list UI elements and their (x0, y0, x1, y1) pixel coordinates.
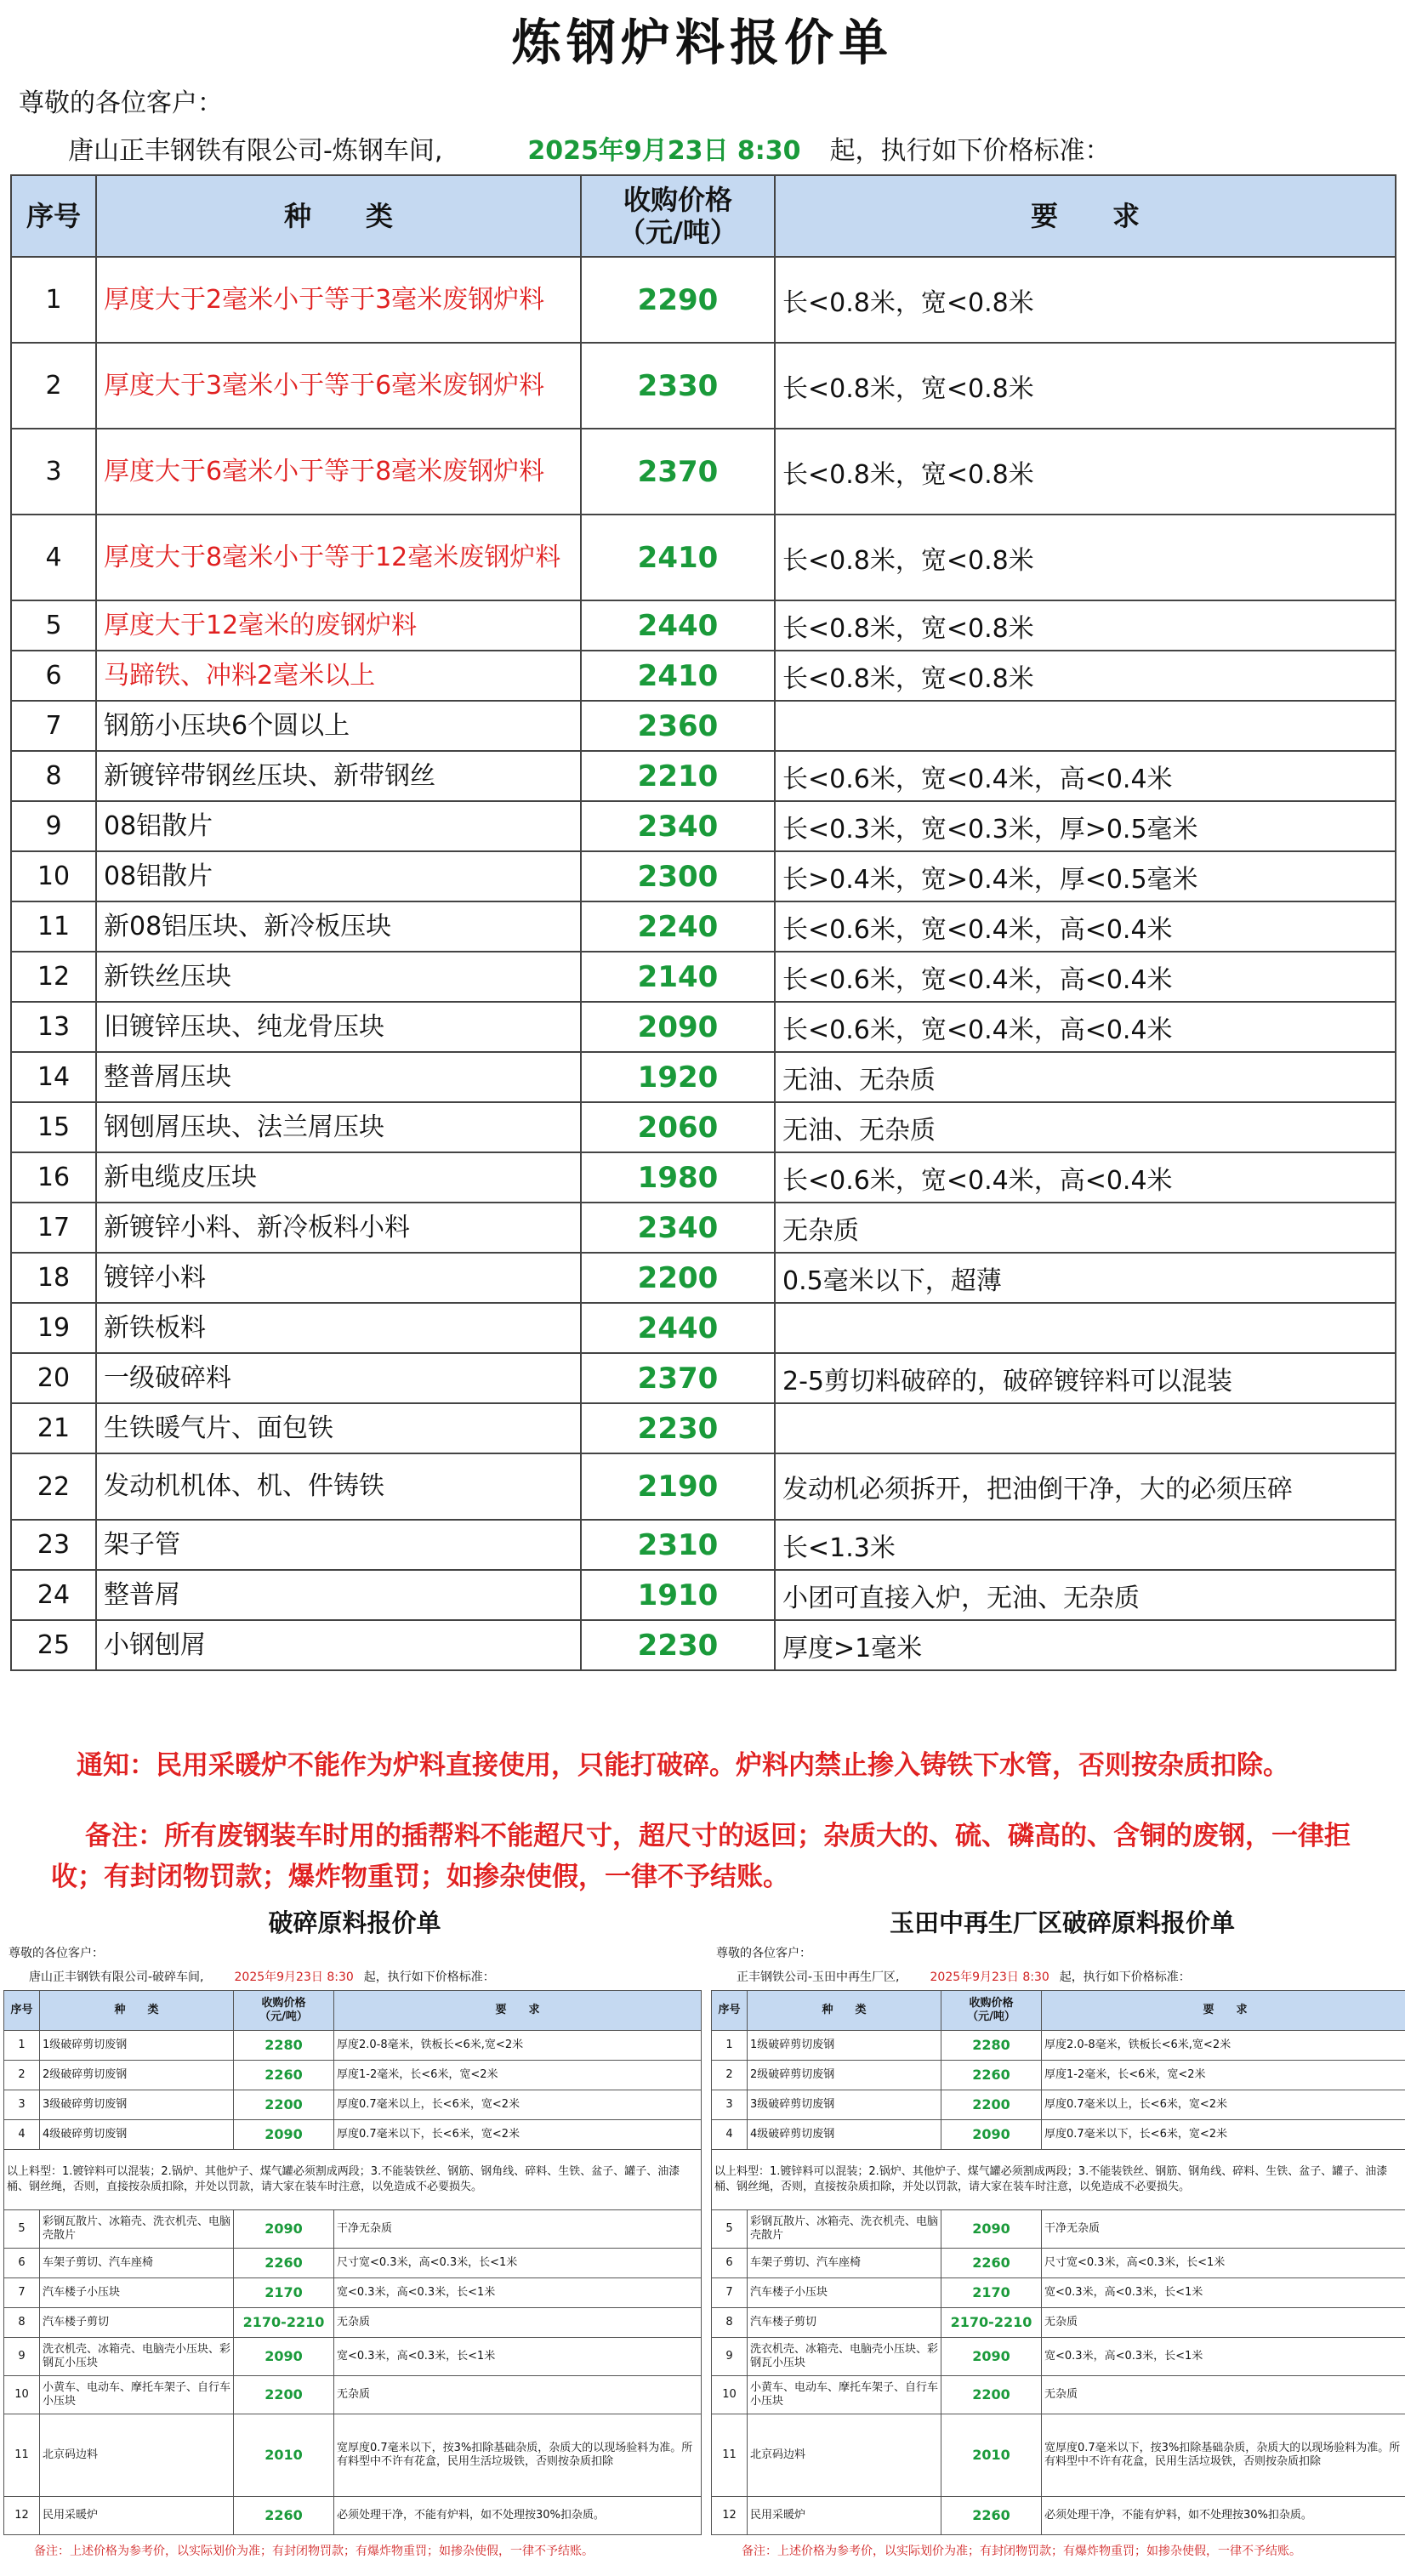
sheet-tail: 起，执行如下价格标准： (363, 1970, 495, 1984)
row-no: 12 (4, 2497, 40, 2535)
table-row (11, 1453, 1396, 1520)
row-no: 10 (4, 2376, 40, 2414)
table-row (11, 1520, 1396, 1570)
table-row (11, 1203, 1396, 1253)
row-price: 2140 (581, 952, 775, 1002)
row-no: 4 (4, 2120, 40, 2150)
row-kind: 3级破碎剪切废钢 (40, 2090, 234, 2120)
row-price: 2290 (581, 257, 775, 343)
table-row (11, 952, 1396, 1002)
row-req: 厚度1-2毫米，长<6米，宽<2米 (334, 2061, 702, 2090)
row-no: 24 (11, 1570, 96, 1620)
row-price: 2310 (581, 1520, 775, 1570)
row-req: 长<0.6米，宽<0.4米，高<0.4米 (775, 952, 1396, 1002)
sheet-header-kind: 种 类 (748, 1991, 941, 2031)
row-req (775, 1403, 1396, 1453)
row-kind: 厚度大于2毫米小于等于3毫米废钢炉料 (96, 257, 581, 343)
row-kind: 新铁板料 (96, 1303, 581, 1353)
table-row (11, 1052, 1396, 1102)
table-row (712, 2090, 1405, 2120)
row-kind: 洗衣机壳、冰箱壳、电脑壳小压块、彩钢瓦小压块 (748, 2338, 941, 2376)
row-price: 2200 (234, 2376, 334, 2414)
table-row (11, 429, 1396, 515)
table-row (11, 1102, 1396, 1152)
row-req: 0.5毫米以下，超薄 (775, 1253, 1396, 1303)
row-price: 2410 (581, 651, 775, 701)
table-row (712, 2278, 1405, 2308)
row-kind: 汽车楼子剪切 (40, 2308, 234, 2338)
sheet-table (711, 1990, 1405, 2535)
row-price: 2090 (941, 2210, 1042, 2249)
row-no: 12 (11, 952, 96, 1002)
row-kind: 厚度大于3毫米小于等于6毫米废钢炉料 (96, 343, 581, 429)
table-row (4, 2031, 702, 2061)
row-kind: 4级破碎剪切废钢 (40, 2120, 234, 2150)
sheet-header-req: 要 求 (334, 1991, 702, 2031)
row-no: 15 (11, 1102, 96, 1152)
row-no: 1 (11, 257, 96, 343)
row-no: 2 (11, 343, 96, 429)
sheet-date: 2025年9月23日 8:30 (930, 1970, 1049, 1984)
row-price: 2170 (941, 2278, 1042, 2308)
row-req: 长<0.8米，宽<0.8米 (775, 651, 1396, 701)
table-row (11, 901, 1396, 952)
row-price: 2370 (581, 429, 775, 515)
row-req: 长>0.4米，宽>0.4米，厚<0.5毫米 (775, 851, 1396, 901)
table-row (4, 2414, 702, 2497)
row-price: 2440 (581, 1303, 775, 1353)
row-price: 2170-2210 (234, 2308, 334, 2338)
row-req: 厚度>1毫米 (775, 1620, 1396, 1670)
table-row (11, 701, 1396, 751)
row-no: 3 (712, 2090, 748, 2120)
row-no: 18 (11, 1253, 96, 1303)
row-req: 厚度2.0-8毫米，铁板长<6米,宽<2米 (334, 2031, 702, 2061)
row-kind: 小黄车、电动车、摩托车架子、自行车小压块 (40, 2376, 234, 2414)
row-kind: 北京码边料 (40, 2414, 234, 2497)
row-req: 长<0.8米，宽<0.8米 (775, 343, 1396, 429)
table-row (4, 2376, 702, 2414)
row-req: 小团可直接入炉，无油、无杂质 (775, 1570, 1396, 1620)
row-no: 8 (712, 2308, 748, 2338)
row-no: 1 (712, 2031, 748, 2061)
row-no: 5 (4, 2210, 40, 2249)
row-no: 6 (4, 2249, 40, 2278)
table-row (11, 343, 1396, 429)
table-row (712, 2497, 1405, 2535)
sheet-date: 2025年9月23日 8:30 (234, 1970, 354, 1984)
row-kind: 08铝散片 (96, 801, 581, 851)
header-kind: 种 类 (96, 175, 581, 257)
row-kind: 整普屑压块 (96, 1052, 581, 1102)
row-price: 2410 (581, 515, 775, 600)
table-row (712, 2376, 1405, 2414)
company-line (68, 129, 1395, 167)
row-no: 7 (4, 2278, 40, 2308)
row-req: 宽<0.3米，高<0.3米，长<1米 (1042, 2338, 1405, 2376)
header-no: 序号 (11, 175, 96, 257)
table-row (11, 651, 1396, 701)
company-name: 唐山正丰钢铁有限公司-炼钢车间, (68, 136, 443, 166)
row-no: 2 (4, 2061, 40, 2090)
row-req (775, 1303, 1396, 1353)
table-row (712, 2120, 1405, 2150)
row-req: 宽<0.3米，高<0.3米，长<1米 (334, 2278, 702, 2308)
row-price: 2170-2210 (941, 2308, 1042, 2338)
table-row (712, 2308, 1405, 2338)
sheet-header-kind: 种 类 (40, 1991, 234, 2031)
sheet-note-row (4, 2150, 702, 2210)
sheet-greeting: 尊敬的各位客户： (716, 1947, 811, 1960)
sheet-tail: 起，执行如下价格标准： (1059, 1970, 1191, 1984)
row-no: 14 (11, 1052, 96, 1102)
sheet-company: 正丰钢铁公司-玉田中再生厂区, (737, 1970, 900, 1984)
row-req: 长<0.8米，宽<0.8米 (775, 257, 1396, 343)
row-kind: 1级破碎剪切废钢 (748, 2031, 941, 2061)
row-kind: 厚度大于8毫米小于等于12毫米废钢炉料 (96, 515, 581, 600)
row-price: 2200 (941, 2376, 1042, 2414)
row-kind: 发动机机体、机、件铸铁 (96, 1453, 581, 1520)
table-row (4, 2497, 702, 2535)
row-req: 无杂质 (334, 2308, 702, 2338)
row-no: 1 (4, 2031, 40, 2061)
row-price: 1910 (581, 1570, 775, 1620)
row-req: 干净无杂质 (334, 2210, 702, 2249)
sheet-header (4, 1991, 702, 2031)
row-price: 2260 (941, 2061, 1042, 2090)
row-kind: 厚度大于6毫米小于等于8毫米废钢炉料 (96, 429, 581, 515)
row-no: 17 (11, 1203, 96, 1253)
row-req: 2-5剪切料破碎的，破碎镀锌料可以混装 (775, 1353, 1396, 1403)
row-no: 4 (11, 515, 96, 600)
table-row (11, 1570, 1396, 1620)
row-req: 无油、无杂质 (775, 1052, 1396, 1102)
row-no: 22 (11, 1453, 96, 1520)
row-kind: 新电缆皮压块 (96, 1152, 581, 1203)
row-no: 5 (712, 2210, 748, 2249)
sheet-company-line (29, 1965, 706, 1990)
notice-text: 通知：民用采暖炉不能作为炉料直接使用，只能打破碎。炉料内禁止掺入铸铁下水管，否则按杂质扣除。 (77, 1750, 1289, 1781)
row-req: 必须处理干净，不能有炉料，如不处理按30%扣杂质。 (1042, 2497, 1405, 2535)
row-req: 宽<0.3米，高<0.3米，长<1米 (1042, 2278, 1405, 2308)
row-kind: 2级破碎剪切废钢 (748, 2061, 941, 2090)
row-no: 11 (11, 901, 96, 952)
row-kind: 1级破碎剪切废钢 (40, 2031, 234, 2061)
sheet-note: 以上料型：1.镀锌料可以混装；2.锅炉、其他炉子、煤气罐必须割成两段；3.不能装铁丝、钢筋、钢角线、碎料、生铁、盆子、罐子、油漆桶、钢丝绳，否则，直接按杂质扣除，并处以罚款，请大家在装车时注意，以免造成不必要损失。 (712, 2150, 1405, 2210)
row-price: 2340 (581, 801, 775, 851)
row-no: 13 (11, 1002, 96, 1052)
yutian-sheet (711, 1903, 1405, 2575)
row-price: 2260 (941, 2249, 1042, 2278)
row-req (775, 701, 1396, 751)
row-kind: 一级破碎料 (96, 1353, 581, 1403)
effective-date: 2025年9月23日 8:30 (527, 136, 801, 166)
row-no: 23 (11, 1520, 96, 1570)
table-row (11, 751, 1396, 801)
row-req: 宽厚度0.7毫米以下，按3%扣除基础杂质，杂质大的以现场验料为准。所有料型中不许有花盒，民用生活垃圾铁，否则按杂质扣除 (334, 2414, 702, 2497)
row-req: 长<0.3米，宽<0.3米，厚>0.5毫米 (775, 801, 1396, 851)
price-table (10, 174, 1396, 1671)
row-kind: 民用采暖炉 (748, 2497, 941, 2535)
row-no: 19 (11, 1303, 96, 1353)
row-kind: 车架子剪切、汽车座椅 (40, 2249, 234, 2278)
row-price: 2090 (941, 2338, 1042, 2376)
table-row (11, 1620, 1396, 1670)
row-kind: 新镀锌带钢丝压块、新带钢丝 (96, 751, 581, 801)
row-kind: 新镀锌小料、新冷板料小料 (96, 1203, 581, 1253)
sheet-header (712, 1991, 1405, 2031)
table-row (11, 801, 1396, 851)
row-req: 尺寸宽<0.3米，高<0.3米，长<1米 (334, 2249, 702, 2278)
row-no: 21 (11, 1403, 96, 1453)
row-kind: 镀锌小料 (96, 1253, 581, 1303)
row-price: 1920 (581, 1052, 775, 1102)
row-kind: 旧镀锌压块、纯龙骨压块 (96, 1002, 581, 1052)
row-no: 6 (712, 2249, 748, 2278)
sheet-header-req: 要 求 (1042, 1991, 1405, 2031)
row-price: 2260 (234, 2249, 334, 2278)
effective-note: 起，执行如下价格标准： (829, 136, 1111, 166)
row-req: 厚度1-2毫米，长<6米，宽<2米 (1042, 2061, 1405, 2090)
row-kind: 架子管 (96, 1520, 581, 1570)
row-req: 厚度2.0-8毫米，铁板长<6米,宽<2米 (1042, 2031, 1405, 2061)
row-kind: 08铝散片 (96, 851, 581, 901)
table-row (11, 851, 1396, 901)
sheet-company-line (737, 1965, 1405, 1990)
row-price: 2280 (234, 2031, 334, 2061)
row-price: 2090 (234, 2210, 334, 2249)
row-no: 3 (11, 429, 96, 515)
table-row (4, 2338, 702, 2376)
table-row (11, 1353, 1396, 1403)
row-req: 无油、无杂质 (775, 1102, 1396, 1152)
row-price: 2360 (581, 701, 775, 751)
row-req: 长<0.6米，宽<0.4米，高<0.4米 (775, 1152, 1396, 1203)
crushing-sheet (3, 1903, 706, 2575)
row-no: 5 (11, 600, 96, 651)
table-row (11, 600, 1396, 651)
row-kind: 整普屑 (96, 1570, 581, 1620)
row-req: 厚度0.7毫米以下，长<6米，宽<2米 (1042, 2120, 1405, 2150)
header-price: 收购价格 （元/吨） (581, 175, 775, 257)
table-row (4, 2308, 702, 2338)
row-kind: 马蹄铁、冲料2毫米以上 (96, 651, 581, 701)
row-price: 2440 (581, 600, 775, 651)
row-kind: 汽车楼子小压块 (40, 2278, 234, 2308)
row-req: 长<0.8米，宽<0.8米 (775, 515, 1396, 600)
table-row (4, 2210, 702, 2249)
row-no: 11 (4, 2414, 40, 2497)
table-row (4, 2061, 702, 2090)
header-req: 要 求 (775, 175, 1396, 257)
sheet-note: 以上料型：1.镀锌料可以混装；2.锅炉、其他炉子、煤气罐必须割成两段；3.不能装铁丝、钢筋、钢角线、碎料、生铁、盆子、罐子、油漆桶、钢丝绳，否则，直接按杂质扣除，并处以罚款，请大家在装车时注意，以免造成不必要损失。 (4, 2150, 702, 2210)
row-price: 2210 (581, 751, 775, 801)
row-no: 4 (712, 2120, 748, 2150)
row-price: 2300 (581, 851, 775, 901)
row-no: 9 (11, 801, 96, 851)
table-row (4, 2120, 702, 2150)
table-row (712, 2249, 1405, 2278)
row-price: 2010 (941, 2414, 1042, 2497)
sheet-header-price: 收购价格 （元/吨） (941, 1991, 1042, 2031)
row-req: 无杂质 (1042, 2308, 1405, 2338)
row-price: 1980 (581, 1152, 775, 1203)
row-price: 2230 (581, 1403, 775, 1453)
row-no: 10 (11, 851, 96, 901)
remark-text: 备注：所有废钢装车时用的插帮料不能超尺寸，超尺寸的返回；杂质大的、硫、磷高的、含铜的废钢，一律拒收；有封闭物罚款；爆炸物重罚；如掺杂使假，一律不予结账。 (51, 1821, 1351, 1892)
row-no: 20 (11, 1353, 96, 1403)
row-req: 厚度0.7毫米以上，长<6米，宽<2米 (1042, 2090, 1405, 2120)
table-row (11, 1303, 1396, 1353)
row-kind: 4级破碎剪切废钢 (748, 2120, 941, 2150)
page-title: 炼钢炉料报价单 (511, 14, 893, 71)
row-price: 2200 (234, 2090, 334, 2120)
row-price: 2240 (581, 901, 775, 952)
sheet-note-row (712, 2150, 1405, 2210)
table-row (11, 1253, 1396, 1303)
table-row (712, 2031, 1405, 2061)
row-price: 2090 (941, 2120, 1042, 2150)
table-row (11, 257, 1396, 343)
row-no: 8 (4, 2308, 40, 2338)
row-kind: 生铁暖气片、面包铁 (96, 1403, 581, 1453)
row-kind: 新08铝压块、新冷板压块 (96, 901, 581, 952)
price-table-header (11, 175, 1396, 257)
row-no: 2 (712, 2061, 748, 2090)
row-req: 尺寸宽<0.3米，高<0.3米，长<1米 (1042, 2249, 1405, 2278)
row-req: 长<0.6米，宽<0.4米，高<0.4米 (775, 751, 1396, 801)
row-req: 厚度0.7毫米以上，长<6米，宽<2米 (334, 2090, 702, 2120)
row-kind: 北京码边料 (748, 2414, 941, 2497)
row-kind: 钢刨屑压块、法兰屑压块 (96, 1102, 581, 1152)
row-req: 干净无杂质 (1042, 2210, 1405, 2249)
row-no: 16 (11, 1152, 96, 1203)
table-row (712, 2061, 1405, 2090)
row-price: 2090 (234, 2338, 334, 2376)
row-kind: 小钢刨屑 (96, 1620, 581, 1670)
row-no: 6 (11, 651, 96, 701)
row-no: 10 (712, 2376, 748, 2414)
row-price: 2260 (941, 2497, 1042, 2535)
row-price: 2190 (581, 1453, 775, 1520)
table-row (4, 2278, 702, 2308)
sheet-remark: 备注：上述价格为参考价，以实际划价为准；有封闭物罚款；有爆炸物重罚；如掺杂使假，一律不予结账。 (34, 2545, 594, 2558)
row-price: 2200 (941, 2090, 1042, 2120)
row-no: 7 (712, 2278, 748, 2308)
row-no: 9 (712, 2338, 748, 2376)
row-kind: 新铁丝压块 (96, 952, 581, 1002)
row-price: 2010 (234, 2414, 334, 2497)
sheet-header-no: 序号 (712, 1991, 748, 2031)
table-row (11, 1002, 1396, 1052)
row-kind: 彩钢瓦散片、冰箱壳、洗衣机壳、电脑壳散片 (748, 2210, 941, 2249)
table-row (712, 2338, 1405, 2376)
table-row (11, 1403, 1396, 1453)
sheet-greeting: 尊敬的各位客户： (9, 1947, 104, 1960)
row-no: 7 (11, 701, 96, 751)
row-kind: 车架子剪切、汽车座椅 (748, 2249, 941, 2278)
row-price: 2090 (234, 2120, 334, 2150)
sheet-header-no: 序号 (4, 1991, 40, 2031)
row-req: 长<0.6米，宽<0.4米，高<0.4米 (775, 901, 1396, 952)
sheet-title: 破碎原料报价单 (268, 1908, 441, 1937)
table-row (712, 2414, 1405, 2497)
row-kind: 3级破碎剪切废钢 (748, 2090, 941, 2120)
row-req: 长<0.8米，宽<0.8米 (775, 429, 1396, 515)
row-no: 8 (11, 751, 96, 801)
row-price: 2230 (581, 1620, 775, 1670)
row-req: 宽厚度0.7毫米以下，按3%扣除基础杂质，杂质大的以现场验料为准。所有料型中不许有花盒，民用生活垃圾铁，否则按杂质扣除 (1042, 2414, 1405, 2497)
row-price: 2090 (581, 1002, 775, 1052)
row-req: 长<1.3米 (775, 1520, 1396, 1570)
sheet-company: 唐山正丰钢铁有限公司-破碎车间, (29, 1970, 204, 1984)
row-price: 2260 (234, 2497, 334, 2535)
row-kind: 小黄车、电动车、摩托车架子、自行车小压块 (748, 2376, 941, 2414)
row-req: 长<0.8米，宽<0.8米 (775, 600, 1396, 651)
table-row (11, 1152, 1396, 1203)
row-price: 2330 (581, 343, 775, 429)
row-kind: 洗衣机壳、冰箱壳、电脑壳小压块、彩钢瓦小压块 (40, 2338, 234, 2376)
row-no: 3 (4, 2090, 40, 2120)
row-no: 9 (4, 2338, 40, 2376)
sheet-header-price: 收购价格 （元/吨） (234, 1991, 334, 2031)
row-kind: 彩钢瓦散片、冰箱壳、洗衣机壳、电脑壳散片 (40, 2210, 234, 2249)
row-kind: 民用采暖炉 (40, 2497, 234, 2535)
table-row (712, 2210, 1405, 2249)
row-req: 长<0.6米，宽<0.4米，高<0.4米 (775, 1002, 1396, 1052)
row-req: 发动机必须拆开，把油倒干净，大的必须压碎 (775, 1453, 1396, 1520)
row-price: 2280 (941, 2031, 1042, 2061)
row-no: 12 (712, 2497, 748, 2535)
row-price: 2060 (581, 1102, 775, 1152)
row-req: 无杂质 (1042, 2376, 1405, 2414)
row-req: 厚度0.7毫米以下，长<6米，宽<2米 (334, 2120, 702, 2150)
row-kind: 汽车楼子小压块 (748, 2278, 941, 2308)
row-kind: 汽车楼子剪切 (748, 2308, 941, 2338)
sheet-title: 玉田中再生厂区破碎原料报价单 (889, 1908, 1235, 1937)
row-price: 2340 (581, 1203, 775, 1253)
row-price: 2370 (581, 1353, 775, 1403)
table-row (4, 2249, 702, 2278)
row-kind: 钢筋小压块6个圆以上 (96, 701, 581, 751)
greeting: 尊敬的各位客户： (19, 88, 223, 118)
sheet-remark: 备注：上述价格为参考价，以实际划价为准；有封闭物罚款；有爆炸物重罚；如掺杂使假，一律不予结账。 (742, 2545, 1301, 2558)
row-kind: 厚度大于12毫米的废钢炉料 (96, 600, 581, 651)
row-price: 2170 (234, 2278, 334, 2308)
row-no: 25 (11, 1620, 96, 1670)
row-req: 无杂质 (775, 1203, 1396, 1253)
row-price: 2200 (581, 1253, 775, 1303)
table-row (4, 2090, 702, 2120)
table-row (11, 515, 1396, 600)
row-req: 必须处理干净，不能有炉料，如不处理按30%扣杂质。 (334, 2497, 702, 2535)
row-req: 宽<0.3米，高<0.3米，长<1米 (334, 2338, 702, 2376)
row-kind: 2级破碎剪切废钢 (40, 2061, 234, 2090)
sheet-table (3, 1990, 702, 2535)
row-no: 11 (712, 2414, 748, 2497)
row-req: 无杂质 (334, 2376, 702, 2414)
row-price: 2260 (234, 2061, 334, 2090)
